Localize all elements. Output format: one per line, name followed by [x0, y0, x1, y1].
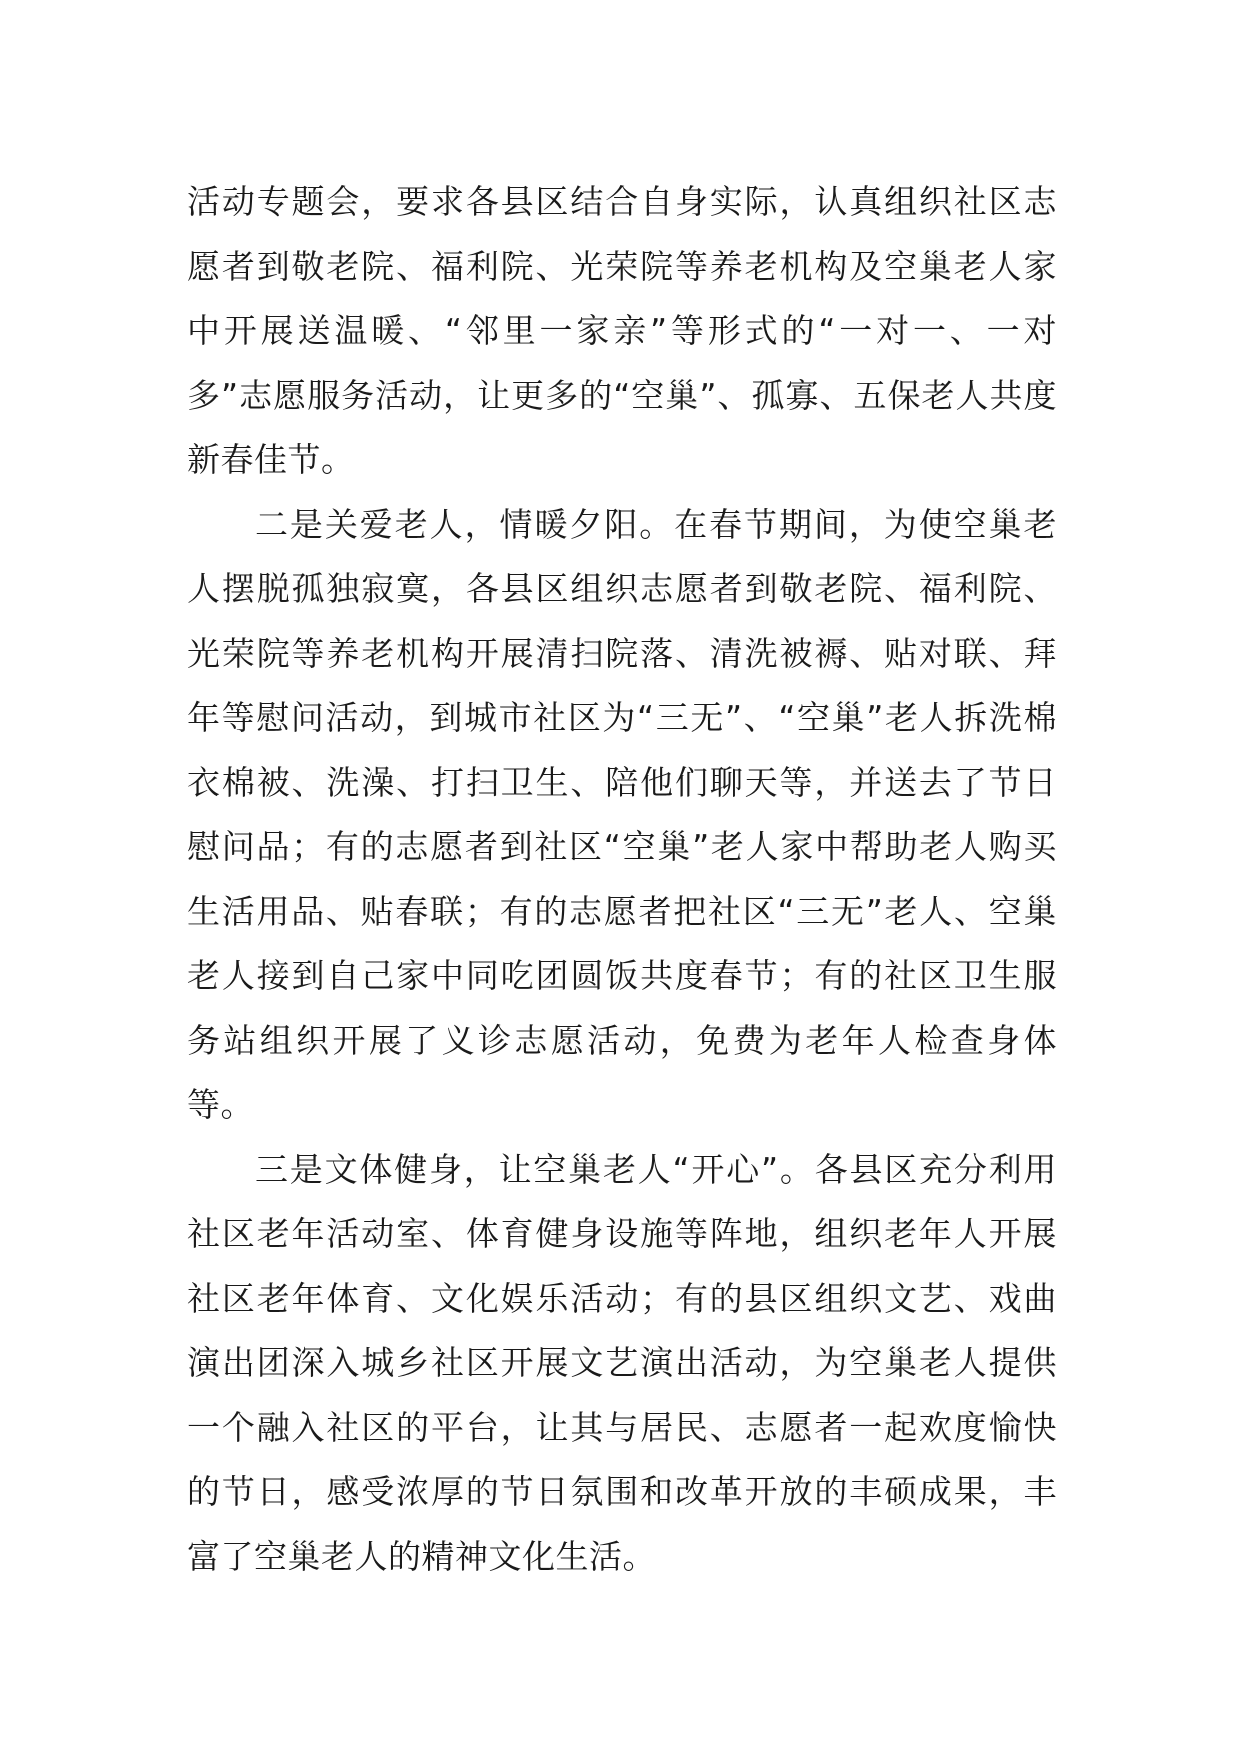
paragraph-culture-fitness: 三是文体健身，让空巢老人“开心”。各县区充分利用社区老年活动室、体育健身设施等阵地，组织老年人开展社区老年体育、文化娱乐活动；有的县区组织文艺、戏曲演出团深入城乡社区开展文艺演出活动，为空巢老人提供一个融入社区的平台，让其与居民、志愿者一起欢度愉快的节日，感受浓厚的节日氛围和改革开放的丰硕成果，丰富了空巢老人的精神文化生活。 [187, 1149, 1057, 1576]
paragraph-continued: 活动专题会，要求各县区结合自身实际，认真组织社区志愿者到敬老院、福利院、光荣院等养老机构及空巢老人家中开展送温暖、“邻里一家亲”等形式的“一对一、一对多”志愿服务活动，让更多的“空巢”、孤寡、五保老人共度新春佳节。 [187, 182, 1057, 479]
document-body [187, 170, 1057, 1589]
paragraph-care-for-elderly: 二是关爱老人，情暖夕阳。在春节期间，为使空巢老人摆脱孤独寂寞，各县区组织志愿者到敬老院、福利院、光荣院等养老机构开展清扫院落、清洗被褥、贴对联、拜年等慰问活动，到城市社区为“三无”、“空巢”老人拆洗棉衣棉被、洗澡、打扫卫生、陪他们聊天等，并送去了节日慰问品；有的志愿者到社区“空巢”老人家中帮助老人购买生活用品、贴春联；有的志愿者把社区“三无”老人、空巢老人接到自己家中同吃团圆饭共度春节；有的社区卫生服务站组织开展了义诊志愿活动，免费为老年人检查身体等。 [187, 504, 1057, 1124]
